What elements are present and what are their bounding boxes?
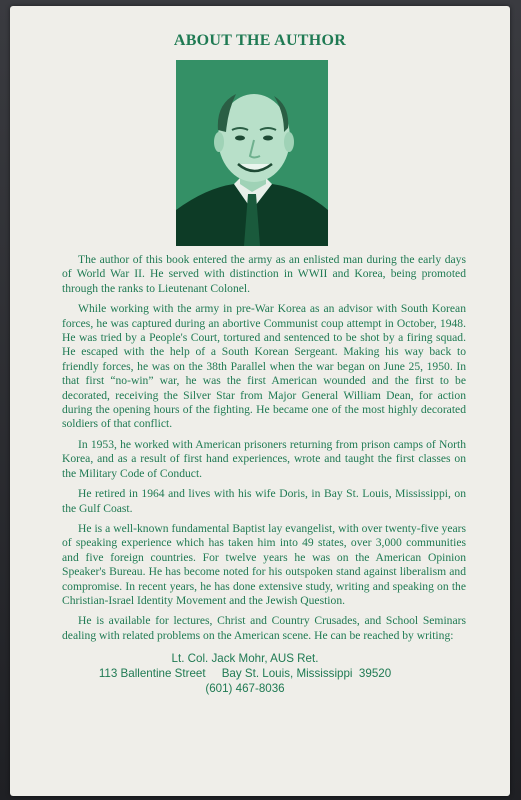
bio-paragraph: He retired in 1964 and lives with his wife Doris, in Bay St. Louis, Mississippi, on the Gulf Coast. xyxy=(62,487,466,515)
book-back-cover xyxy=(10,6,510,796)
page-title: ABOUT THE AUTHOR xyxy=(173,32,347,49)
contact-street-city: 113 Ballentine Street Bay St. Louis, Mississippi 39520 xyxy=(98,667,392,680)
bio-paragraph: In 1953, he worked with American prisoners returning from prison camps of North Korea, and as a result of first hand experiences, wrote and taught the first classes on the Military Code of Conduct. xyxy=(62,437,466,480)
bio-paragraph: He is available for lectures, Christ and Country Crusades, and School Seminars dealing with related problems on the American scene. He can be reached by writing: xyxy=(62,614,466,642)
contact-name: Lt. Col. Jack Mohr, AUS Ret. xyxy=(171,652,319,665)
contact-address xyxy=(10,651,480,696)
bio-paragraph: The author of this book entered the army as an enlisted man during the early days of World War II. He served with distinction in WWII and Korea, being promoted through the ranks to Lieutenant Colonel. xyxy=(62,253,466,295)
author-biography xyxy=(62,253,466,649)
author-portrait-icon xyxy=(176,60,328,246)
contact-phone: (601) 467-8036 xyxy=(205,682,285,695)
bio-paragraph: He is a well-known fundamental Baptist lay evangelist, with over twenty-five years of speaking experience which has taken him into 49 states, over 3,000 communities and five foreign countries. For twelve years he was on the American Opinion Speaker's Bureau. He has become noted for his outspoken stand against liberalism and compromise. In recent years, he has done extensive study, writing and speaking on the Christian-Israel Identity Movement and the Jewish Question. xyxy=(62,521,466,607)
bio-paragraph: While working with the army in pre-War Korea as an advisor with South Korean forces, he was captured during an abortive Communist coup attempt in October, 1948. He was tried by a People's Court, tortured and sentenced to be shot by a firing squad. He escaped with the help of a South Korean Sergeant. Making his way back to friendly forces, he was on the 38th Parallel when the war began on June 25, 1950. In that first “no-win” war, he was the first American wounded and the first to be decorated, receiving the Silver Star from Major General William Dean, for action during the opening hours of the fighting. He became one of the most highly decorated soldiers of that conflict. xyxy=(62,302,466,431)
